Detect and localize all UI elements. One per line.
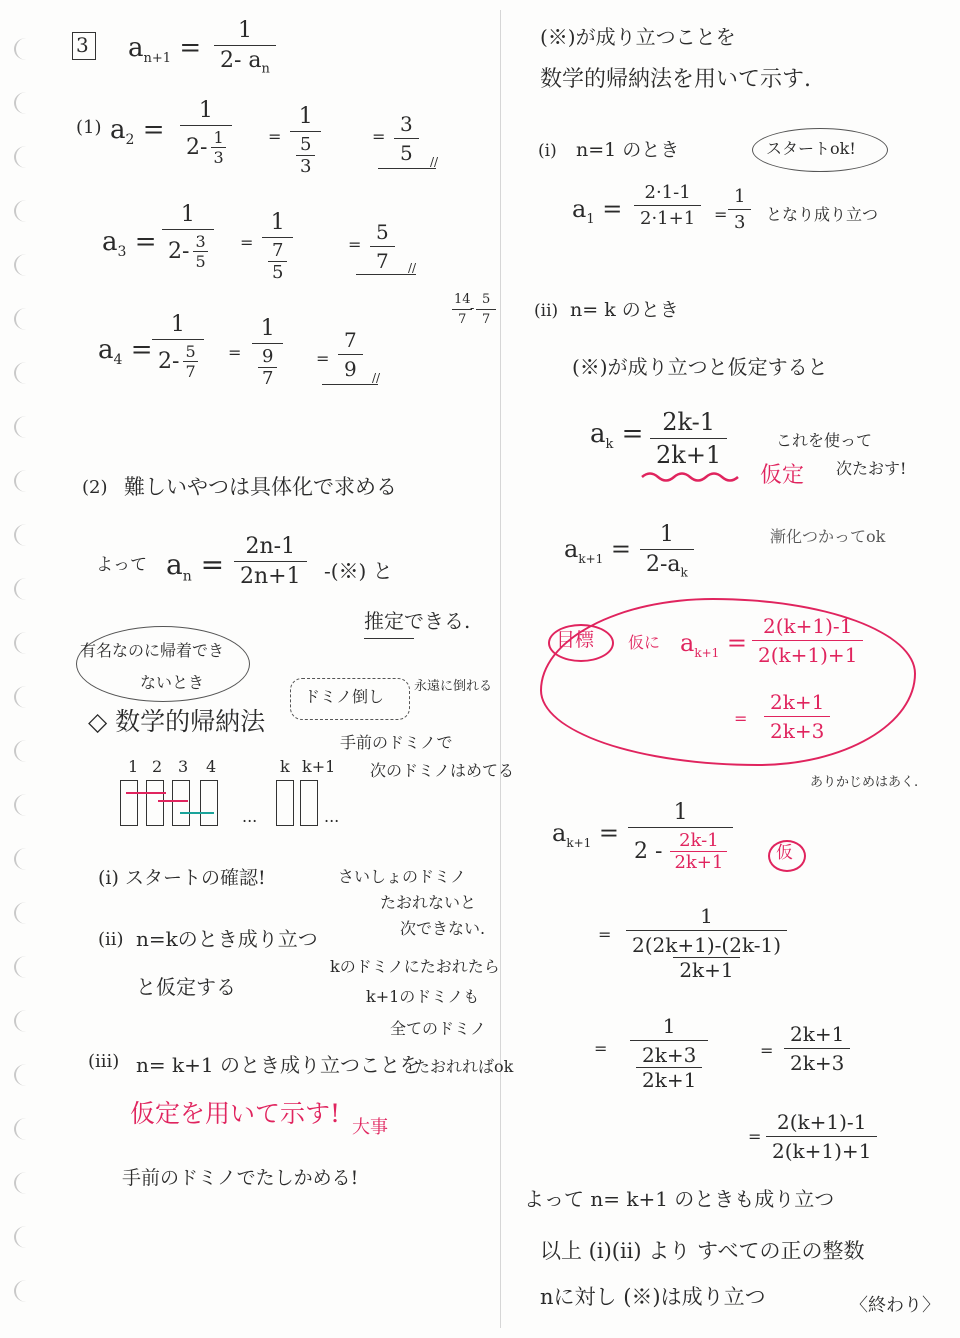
a2-result: $\frac{3}{5}$	[394, 112, 419, 165]
ring	[14, 146, 38, 168]
answer-mark: //	[408, 261, 417, 275]
oval-note-line2: ないとき	[140, 673, 205, 692]
case1-label: (i)	[538, 141, 557, 161]
conclude-line2: 以上 (i)(ii) より すべての正の整数	[540, 1239, 865, 1263]
intro-line2: 数学的帰納法を用いて示す.	[540, 67, 811, 92]
a4-step2: 1 9 7	[252, 316, 283, 389]
ring	[14, 686, 38, 708]
equals: =	[748, 1127, 762, 1146]
goal-frac1: $\frac{2(k+1)-1}{2(k+1)+1}$	[752, 614, 863, 667]
equals: =	[598, 925, 612, 944]
domino-label-k: k	[280, 757, 290, 776]
ring	[14, 92, 38, 114]
step2-text: n=kのとき成り立つ	[136, 927, 318, 951]
ring	[14, 470, 38, 492]
a2-lhs: $a_2$ =	[110, 115, 165, 149]
domino-dots: ...	[324, 807, 340, 826]
ring	[14, 1010, 38, 1032]
conclude-line3: nに対し (※)は成り立つ	[540, 1285, 766, 1309]
ring	[14, 362, 38, 384]
ring	[14, 1172, 38, 1194]
equals: =	[240, 233, 254, 252]
recur-note: 漸化つかってok	[770, 527, 886, 546]
recur-lhs: $a_{k+1}$ =	[564, 535, 632, 566]
equals: =	[734, 709, 748, 728]
goal-label: 目標	[556, 629, 595, 651]
part1-label: (1)	[76, 117, 102, 138]
a4-lhs: $a_4$ =	[98, 335, 153, 369]
side-note-minus: -	[470, 301, 475, 316]
case1-text: n=1 のとき	[576, 139, 680, 161]
column-divider	[500, 10, 501, 1328]
ring	[14, 416, 38, 438]
induction-title: ◇ 数学的帰納法	[88, 707, 266, 736]
domino-arrow-red	[158, 800, 188, 802]
goal-lhs: $a_{k+1}$ =	[680, 629, 748, 660]
equals: =	[228, 343, 242, 362]
domino	[300, 780, 318, 826]
ring	[14, 902, 38, 924]
ring	[14, 1226, 38, 1248]
ring	[14, 578, 38, 600]
equals: =	[594, 1039, 608, 1058]
intro-line1: (※)が成り立つことを	[540, 25, 736, 49]
ak-lhs: $a_k$ =	[590, 419, 644, 453]
guess-underline	[364, 638, 414, 639]
check-note: 手前のドミノでたしかめる!	[122, 1167, 359, 1189]
ring	[14, 956, 38, 978]
step3-note: たおれればok	[414, 1057, 514, 1076]
equals: =	[348, 235, 362, 254]
use-note2: 次たおす!	[836, 459, 907, 478]
answer-underline	[378, 168, 436, 169]
can-guess: 推定できる.	[364, 609, 471, 633]
step2-label: (ii)	[98, 929, 124, 950]
a2-step2: 1 5 3	[290, 104, 321, 177]
ring	[14, 200, 38, 222]
a1-lhs: $a_1$ =	[572, 195, 623, 227]
domino	[276, 780, 294, 826]
a3-step2: 1 7 5	[262, 210, 293, 283]
domino-label-1: 1	[128, 757, 139, 776]
use-note1: これを使って	[776, 431, 873, 450]
step1-note1: さいしょのドミノ	[338, 867, 467, 886]
domino-arrow-teal	[180, 812, 214, 814]
step3-label: (iii)	[88, 1051, 120, 1072]
ring	[14, 524, 38, 546]
answer-mark: //	[372, 371, 381, 385]
red-use-assumption: 仮定を用いて示す!	[130, 1099, 341, 1128]
domino	[200, 780, 218, 826]
ring	[14, 848, 38, 870]
domino-tag: ドミノ倒し	[304, 687, 385, 706]
a4-result: $\frac{7}{9}$	[338, 328, 363, 381]
step2-note2: k+1のドミノも	[366, 987, 480, 1006]
a1-fraction: $\frac{2\cdot 1-1}{2\cdot 1+1}$	[634, 182, 701, 229]
step2-text2: と仮定する	[136, 975, 236, 999]
domino-label-3: 3	[178, 757, 189, 776]
answer-mark: //	[430, 155, 439, 169]
domino	[172, 780, 190, 826]
domino-label-2: 2	[152, 757, 163, 776]
ring	[14, 1064, 38, 1086]
domino-label-k1: k+1	[302, 757, 336, 776]
end-mark: 〈終わり〉	[850, 1295, 940, 1316]
ring	[14, 38, 38, 60]
a3-step1: 1 2- 3 5	[162, 202, 214, 271]
domino-dots: ...	[242, 807, 258, 826]
a2-step1: 1 2- 1 3	[180, 98, 232, 167]
domino	[146, 780, 164, 826]
step2-note3: 全てのドミノ	[390, 1019, 487, 1038]
a4-step1: 1 2- 5 7	[152, 312, 204, 381]
case1-tail: となり成り立つ	[766, 205, 879, 224]
side-note-frac1: $\frac{14}{7}$	[454, 292, 471, 327]
equals: =	[760, 1041, 774, 1060]
calc-step2: 1 2(2k+1)-(2k-1) 2k+1	[626, 904, 787, 982]
equals: =	[714, 205, 728, 224]
ak-fraction: $\frac{2k-1}{2k+1}$	[650, 408, 727, 469]
conclude-line1: よって n= k+1 のときも成り立つ	[524, 1187, 835, 1211]
ring	[14, 254, 38, 276]
calc-step3: 1 2k+3 2k+1	[630, 1014, 708, 1092]
domino	[120, 780, 138, 826]
recurrence-lhs: $a_{n+1}$ =	[128, 33, 202, 67]
goal-note: ありかじめはあく.	[810, 775, 919, 790]
equals: =	[316, 349, 330, 368]
case2-label: (ii)	[534, 301, 559, 321]
oval-note-line1: 有名なのに帰着でき	[80, 641, 225, 660]
recur-fraction: $\frac{1}{2-a_k}$	[640, 522, 694, 579]
red-wavy-underline	[640, 470, 750, 484]
a1-result: $\frac{1}{3}$	[728, 186, 751, 233]
kari-mark: 仮	[776, 843, 793, 863]
step1-note2: たおれないと	[380, 893, 477, 912]
goal-kani: 仮に	[628, 633, 661, 652]
step1-note3: 次できない.	[400, 919, 486, 938]
problem-number-box	[72, 32, 96, 60]
calc-step1: 1 2 - 2k-1 2k+1	[628, 800, 733, 873]
red-important: 大事	[352, 1117, 388, 1138]
a3-lhs: $a_3$ =	[102, 227, 157, 261]
forever-note: 永遠に倒れる	[414, 679, 493, 694]
part2-heading: 難しいやつは具体化で求める	[124, 475, 397, 499]
step1-label: (i) スタートの確認!	[98, 867, 266, 889]
answer-underline	[356, 274, 416, 275]
equals: =	[372, 127, 386, 146]
domino-label-4: 4	[206, 757, 217, 776]
star-tag: -(※) と	[324, 559, 393, 583]
equals: =	[268, 127, 282, 146]
domino-arrow-red	[126, 792, 166, 794]
calc-step3-result: $\frac{2k+1}{2k+3}$	[784, 1022, 850, 1075]
case2-assume: (※)が成り立つと仮定すると	[572, 355, 828, 379]
calc-lhs: $a_{k+1}$ =	[552, 819, 620, 850]
part2-label: (2)	[82, 477, 108, 498]
ring	[14, 632, 38, 654]
ring	[14, 308, 38, 330]
goal-frac2: $\frac{2k+1}{2k+3}$	[764, 690, 830, 743]
so-text: よって	[96, 555, 147, 575]
problem-number: 3	[76, 33, 89, 57]
ring	[14, 1280, 38, 1302]
start-ok-text: スタートok!	[766, 139, 856, 158]
step2-note1: kのドミノにたおれたら	[330, 957, 500, 976]
ring	[14, 1118, 38, 1140]
an-fraction: $\frac{2n-1}{2n+1}$	[234, 534, 307, 589]
case2-text: n= k のとき	[570, 299, 679, 321]
ring	[14, 740, 38, 762]
prev-domino-line2: 次のドミノはめてる	[370, 761, 515, 780]
step3-text: n= k+1 のとき成り立つことを	[136, 1053, 420, 1077]
ring	[14, 794, 38, 816]
calc-step4: $\frac{2(k+1)-1}{2(k+1)+1}$	[766, 1110, 877, 1163]
assume-red: 仮定	[760, 463, 805, 488]
prev-domino-line1: 手前のドミノで	[340, 733, 453, 752]
answer-underline	[322, 384, 378, 385]
an-lhs: $a_n$ =	[166, 548, 225, 585]
side-note-frac2: $\frac{5}{7}$	[476, 292, 496, 327]
a3-result: $\frac{5}{7}$	[370, 220, 395, 273]
recurrence-fraction: $\frac{1}{2- a_n}$	[214, 18, 276, 76]
